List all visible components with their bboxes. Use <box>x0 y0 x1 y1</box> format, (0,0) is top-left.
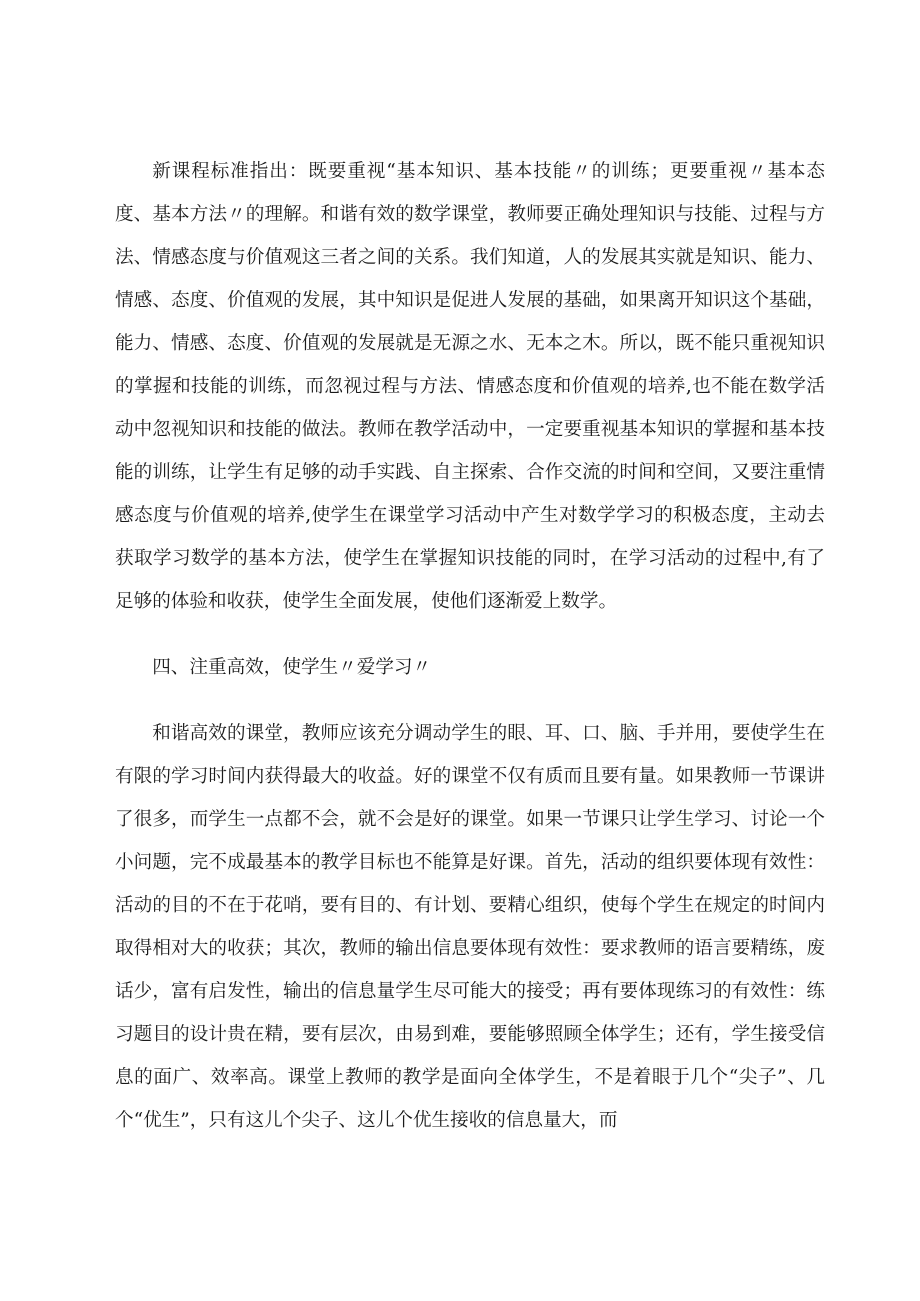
section-heading: 四、注重高效，使学生〃爱学习〃 <box>152 657 432 678</box>
paragraph-2: 和谐高效的课堂，教师应该充分调动学生的眼、耳、口、脑、手并用，要使学生在有限的学习时间内获得最大的收益。好的课堂不仅有质而且要有量。如果教师一节课讲了很多，而学生一点都不会，就不会是好的课堂。如果一节课只让学生学习、讨论一个小问题，完不成最基本的教学目标也不能算是好课。首先，活动的组织要体现有效性：活动的目的不在于花哨，要有目的、有计划、要精心组织，使每个学生在规定的时间内取得相对大的收获；其次，教师的输出信息要体现有效性：要求教师的语言要精练，废话少，富有启发性，输出的信息量学生尽可能大的接受；再有要体现练习的有效性：练习题目的设计贵在精，要有层次，由易到难，要能够照顾全体学生；还有，学生接受信息的面广、效率高。课堂上教师的教学是面向全体学生，不是着眼于几个“尖子”、几个“优生”，只有这儿个尖子、这儿个优生接收的信息量大，而 <box>115 723 825 1131</box>
paragraph-1: 新课程标准指出：既要重视“基本知识、基本技能〃的训练；更要重视〃基本态度、基本方法〃的理解。和谐有效的数学课堂，教师要正确处理知识与技能、过程与方法、情感态度与价值观这三者之间的关系。我们知道，人的发展其实就是知识、能力、情感、态度、价值观的发展，其中知识是促进人发展的基础，如果离开知识这个基础，能力、情感、态度、价值观的发展就是无源之水、无本之木。所以，既不能只重视知识的掌握和技能的训练，而忽视过程与方法、情感态度和价值观的培养,也不能在数学活动中忽视知识和技能的做法。教师在教学活动中，一定要重视基本知识的掌握和基本技能的训练，让学生有足够的动手实践、自主探索、合作交流的时间和空间，又要注重情感态度与价值观的培养,使学生在课堂学习活动中产生对数学学习的积极态度，主动去获取学习数学的基本方法，使学生在掌握知识技能的同时，在学习活动的过程中,有了足够的体验和收获，使学生全面发展，使他们逐渐爱上数学。 <box>115 161 825 612</box>
document-body <box>115 150 825 1142</box>
